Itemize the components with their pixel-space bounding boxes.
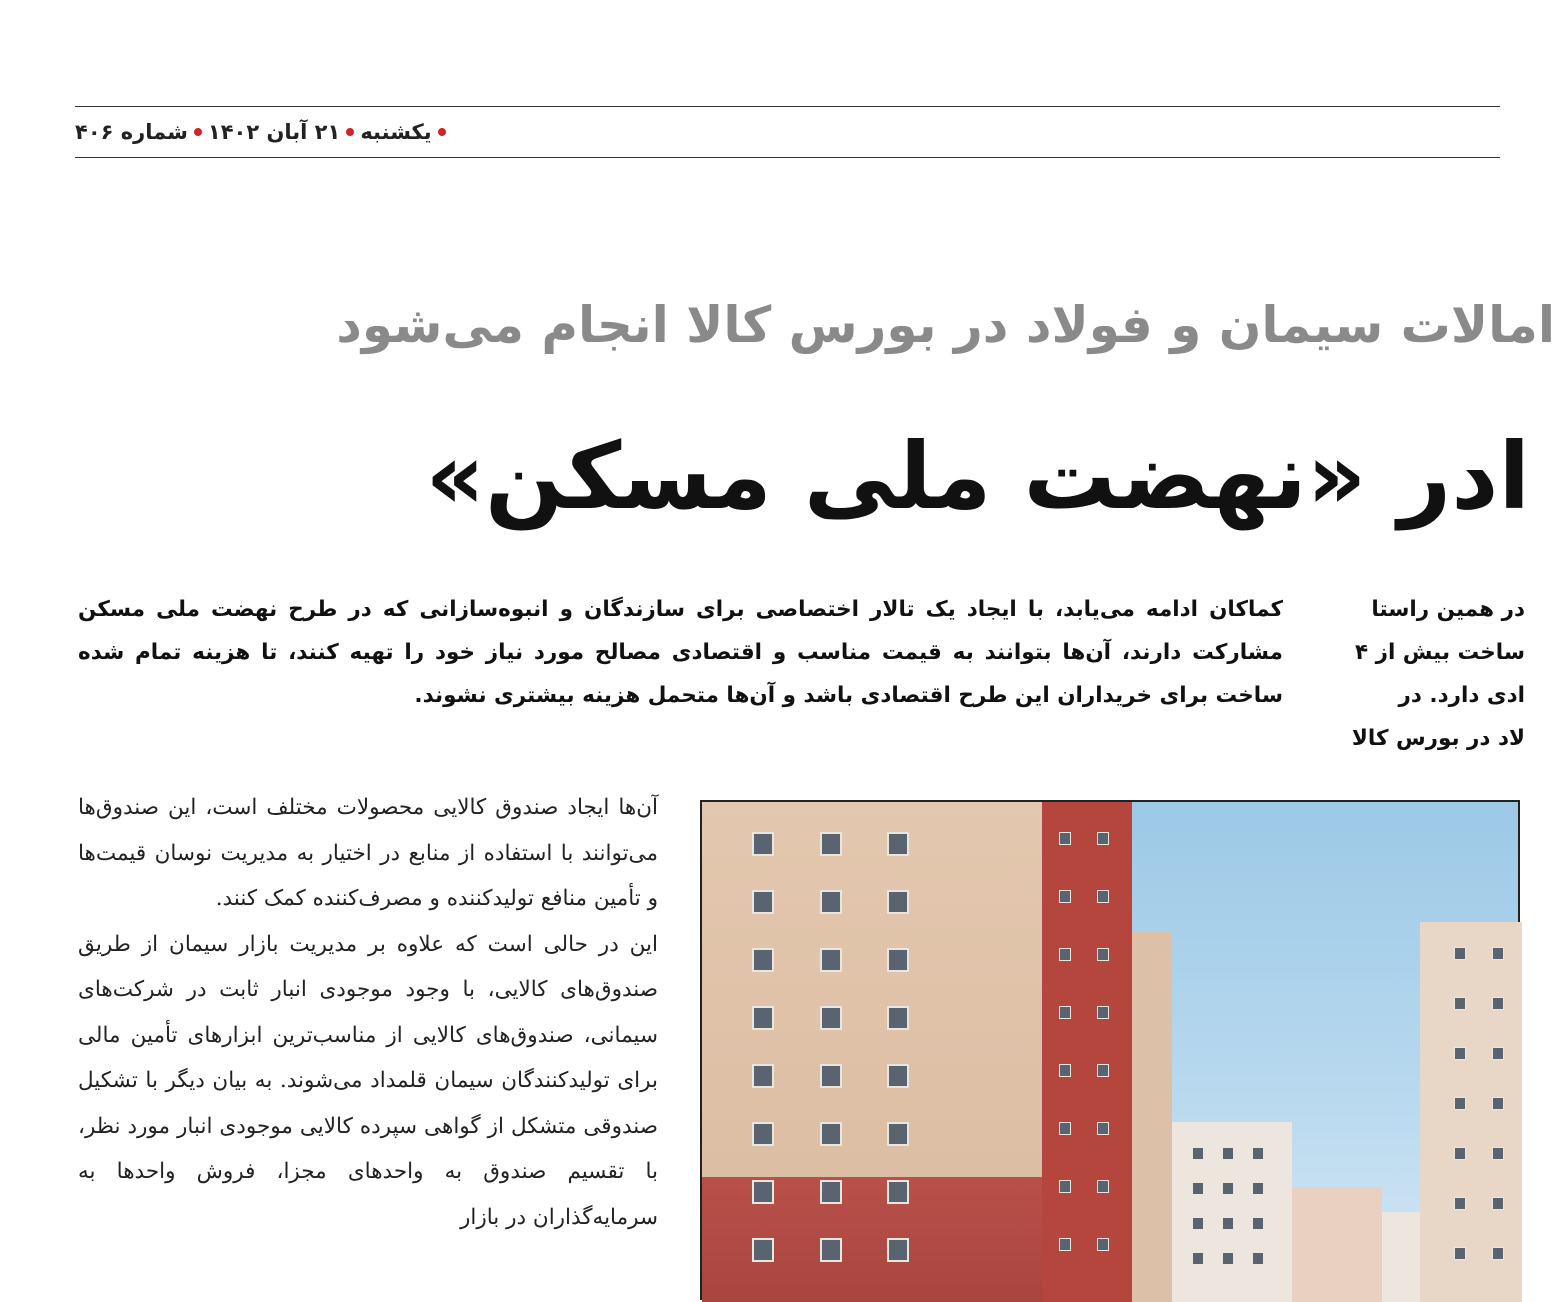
window bbox=[1097, 1064, 1109, 1077]
window bbox=[752, 890, 774, 914]
body-paragraph: این در حالی است که علاوه بر مدیریت بازار سیمان از طریق صندوق‌های کالایی، با وجود موجودی انبار ثابت در شرکت‌های سیمانی، صندوق‌های کالایی از مناسب‌ترین ابزارهای تأمین مالی برای تولیدکنندگان سیمان قلمداد می‌شوند. به بیان دیگر با تشکیل صندوقی متشکل از گواهی سپرده کالایی موجودی انبار مورد نظر، با تقسیم صندوق به واحدهای مجزا، فروش واحدها به سرمایه‌گذاران در بازار bbox=[78, 931, 658, 1230]
window bbox=[820, 1006, 842, 1030]
window bbox=[1454, 1097, 1466, 1110]
window bbox=[1059, 1238, 1071, 1251]
window bbox=[752, 1006, 774, 1030]
window bbox=[752, 1180, 774, 1204]
header-bottom-rule bbox=[75, 157, 1500, 158]
dateline bbox=[75, 114, 475, 150]
window bbox=[1252, 1147, 1264, 1160]
housing-photo bbox=[700, 800, 1520, 1300]
window bbox=[1492, 1197, 1504, 1210]
window bbox=[887, 1238, 909, 1262]
window bbox=[1454, 1247, 1466, 1260]
window bbox=[820, 1180, 842, 1204]
window bbox=[1222, 1252, 1234, 1265]
lead-right-line: در همین راستا bbox=[1371, 597, 1525, 622]
window bbox=[887, 1064, 909, 1088]
window bbox=[1454, 997, 1466, 1010]
window bbox=[887, 1006, 909, 1030]
window bbox=[1059, 948, 1071, 961]
window bbox=[1222, 1217, 1234, 1230]
window bbox=[1192, 1182, 1204, 1195]
window bbox=[1097, 1180, 1109, 1193]
article-kicker: امالات سیمان و فولاد در بورس کالا انجام می‌شود bbox=[336, 296, 1555, 354]
window bbox=[1059, 1064, 1071, 1077]
window bbox=[1222, 1147, 1234, 1160]
window bbox=[752, 948, 774, 972]
window bbox=[1454, 1197, 1466, 1210]
window bbox=[1492, 947, 1504, 960]
lead-right-line: لاد در بورس کالا bbox=[1351, 726, 1525, 751]
window bbox=[887, 1122, 909, 1146]
window bbox=[1059, 1180, 1071, 1193]
tower-building-right bbox=[1420, 922, 1522, 1302]
window bbox=[1192, 1147, 1204, 1160]
window bbox=[1192, 1252, 1204, 1265]
window bbox=[1492, 1147, 1504, 1160]
window bbox=[1492, 997, 1504, 1010]
window bbox=[752, 832, 774, 856]
window bbox=[887, 890, 909, 914]
window bbox=[820, 1238, 842, 1262]
article-headline: ادر «نهضت ملی مسکن» bbox=[425, 423, 1530, 530]
window bbox=[752, 1122, 774, 1146]
window bbox=[820, 832, 842, 856]
window bbox=[1192, 1217, 1204, 1230]
body-paragraph: آن‌ها ایجاد صندوق کالایی محصولات مختلف است، این صندوق‌ها می‌توانند با استفاده از منابع در اختیار به مدیریت نوسان قیمت‌ها و تأمین منافع تولیدکننده و مصرف‌کننده کمک کنند. bbox=[78, 795, 658, 911]
issue-date: ۲۱ آبان ۱۴۰۲ bbox=[207, 120, 341, 144]
bullet-dot-icon bbox=[438, 128, 446, 136]
tower-building bbox=[702, 802, 1042, 1302]
lead-right-line: ادی دارد. در bbox=[1398, 683, 1525, 708]
window bbox=[1097, 1238, 1109, 1251]
window bbox=[1492, 1047, 1504, 1060]
window bbox=[1097, 890, 1109, 903]
article-lead: کماکان ادامه می‌یابد، با ایجاد یک تالار اختصاصی برای سازندگان و انبوه‌سازانی که در طرح نهضت ملی مسکن مشارکت دارند، آن‌ها بتوانند به قیمت مناسب و اقتصادی مصالح مورد نیاز خود را تهیه کنند، تا هزینه تمام شده ساخت برای خریداران این طرح اقتصادی باشد و آن‌ها متحمل هزینه بیشتری نشوند. bbox=[78, 597, 1283, 708]
window bbox=[1097, 1122, 1109, 1135]
window bbox=[1097, 832, 1109, 845]
window bbox=[1059, 1006, 1071, 1019]
tower-red-strip bbox=[1042, 802, 1132, 1302]
lead-right-column bbox=[1325, 588, 1525, 760]
window bbox=[887, 1180, 909, 1204]
bullet-dot-icon bbox=[346, 128, 354, 136]
window bbox=[887, 832, 909, 856]
window bbox=[1097, 948, 1109, 961]
window bbox=[1454, 1147, 1466, 1160]
weekday: یکشنبه bbox=[360, 120, 432, 144]
window bbox=[752, 1064, 774, 1088]
article-body-column bbox=[78, 785, 658, 1240]
window bbox=[1454, 947, 1466, 960]
window bbox=[820, 1064, 842, 1088]
window bbox=[1252, 1252, 1264, 1265]
tower-side bbox=[1132, 932, 1172, 1302]
window bbox=[1097, 1006, 1109, 1019]
window bbox=[1492, 1097, 1504, 1110]
issue-number: شماره ۴۰۶ bbox=[75, 120, 188, 144]
window bbox=[752, 1238, 774, 1262]
window bbox=[820, 890, 842, 914]
window bbox=[1059, 832, 1071, 845]
distant-building bbox=[1292, 1187, 1382, 1302]
lead-right-line: ساخت بیش از ۴ bbox=[1354, 640, 1525, 665]
window bbox=[1222, 1182, 1234, 1195]
window bbox=[1252, 1217, 1264, 1230]
window bbox=[1059, 1122, 1071, 1135]
window bbox=[1059, 890, 1071, 903]
distant-building bbox=[1382, 1212, 1422, 1302]
window bbox=[1252, 1182, 1264, 1195]
header-top-rule bbox=[75, 106, 1500, 107]
window bbox=[1454, 1047, 1466, 1060]
window bbox=[1492, 1247, 1504, 1260]
bullet-dot-icon bbox=[194, 128, 202, 136]
window bbox=[820, 948, 842, 972]
window bbox=[820, 1122, 842, 1146]
window bbox=[887, 948, 909, 972]
